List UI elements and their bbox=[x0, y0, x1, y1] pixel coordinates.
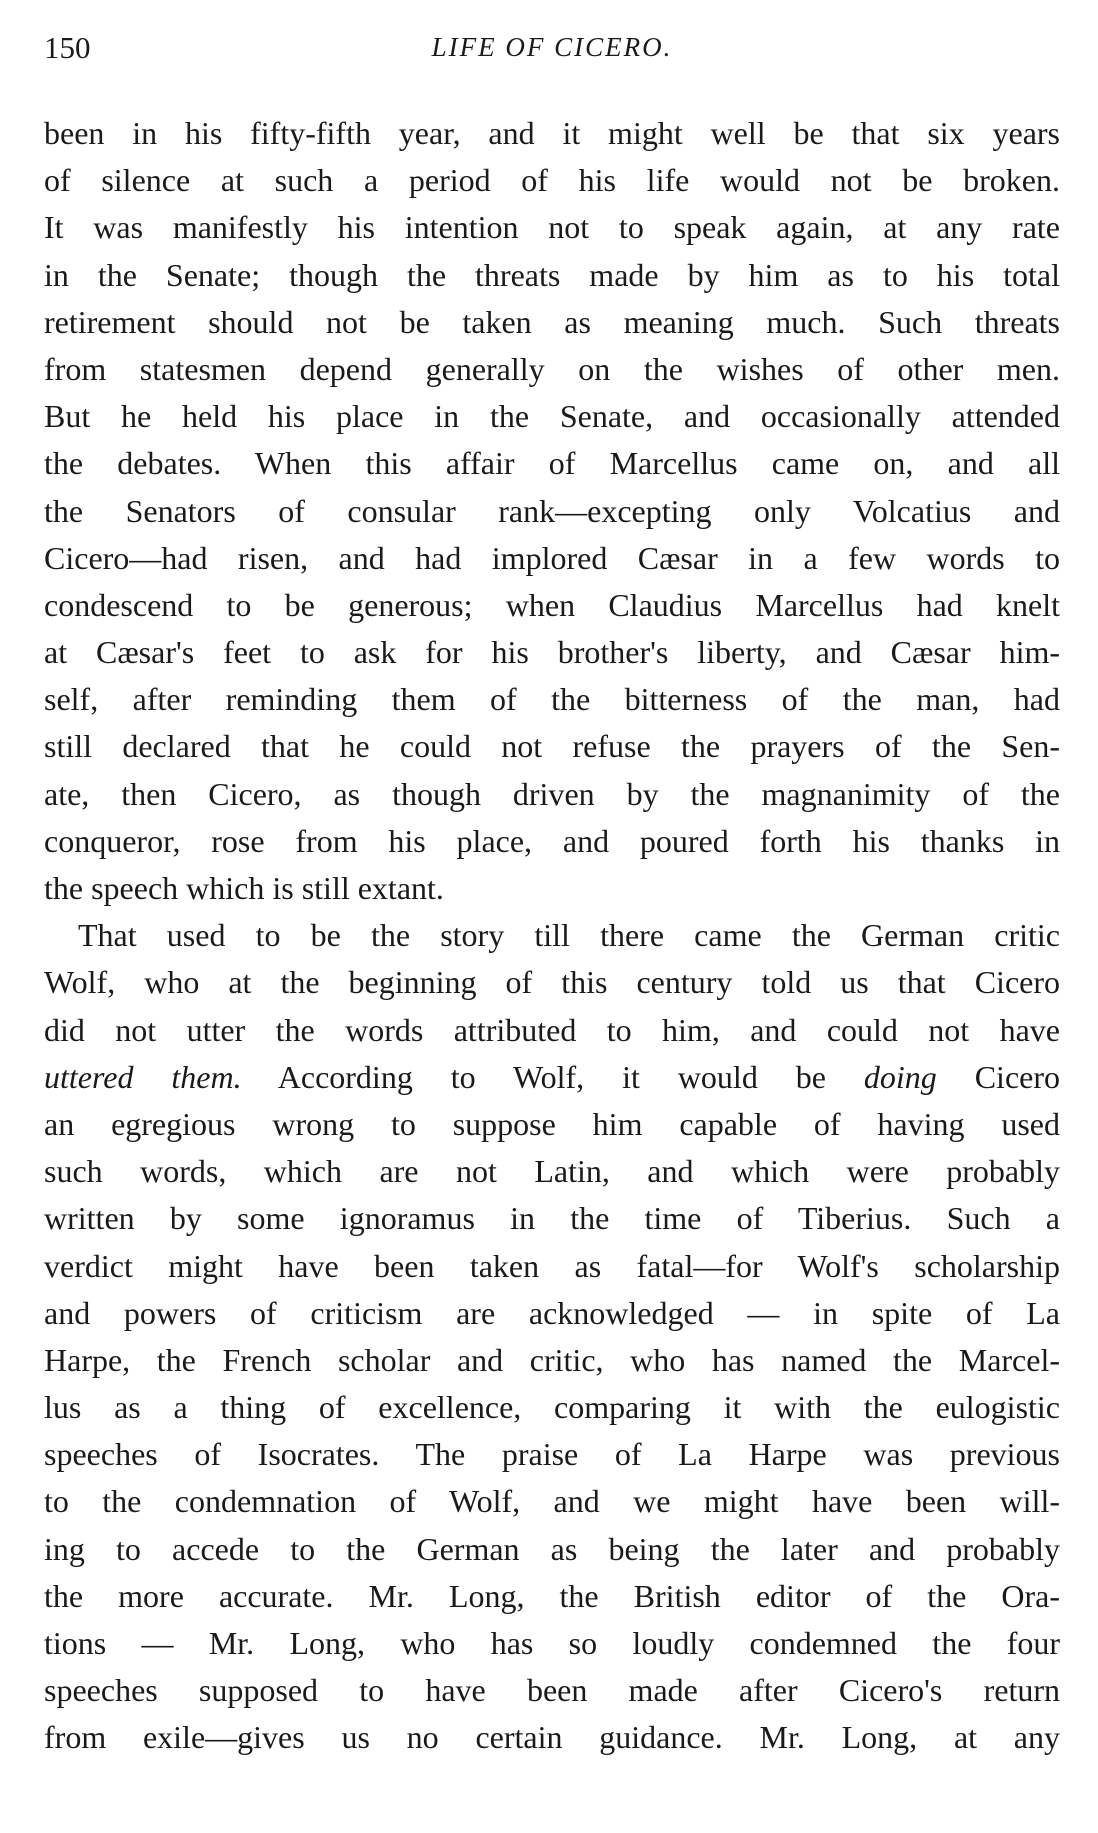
text-segment: uttered them. bbox=[44, 1058, 242, 1095]
page-number: 150 bbox=[44, 30, 91, 65]
text-segment: Wolf, who at the beginning of this century told us that Cicero bbox=[44, 964, 1060, 1001]
text-segment: still declared that he could not refuse the prayers of the Sen- bbox=[44, 728, 1060, 765]
text-line bbox=[44, 488, 1060, 535]
text-segment: to the condemnation of Wolf, and we might have been will- bbox=[44, 1483, 1060, 1520]
text-segment: doing bbox=[863, 1058, 937, 1095]
text-line bbox=[44, 959, 1060, 1006]
text-segment: from statesmen depend generally on the wishes of other men. bbox=[44, 350, 1060, 387]
running-title: LIFE OF CICERO. bbox=[431, 32, 673, 62]
text-segment: speeches of Isocrates. The praise of La Harpe was previous bbox=[44, 1436, 1060, 1473]
text-segment: ing to accede to the German as being the later and probably bbox=[44, 1530, 1060, 1567]
text-segment: been in his fifty-fifth year, and it might well be that six years bbox=[44, 115, 1060, 151]
text-segment: Cicero—had risen, and had implored Cæsar in a few words to bbox=[44, 539, 1060, 576]
text-line bbox=[44, 818, 1060, 865]
text-segment: retirement should not be taken as meaning much. Such threats bbox=[44, 303, 1060, 340]
text-line bbox=[44, 1478, 1060, 1525]
text-line bbox=[44, 676, 1060, 723]
text-segment: the more accurate. Mr. Long, the British editor of the Ora- bbox=[44, 1577, 1060, 1614]
text-line bbox=[44, 771, 1060, 818]
text-segment: at Cæsar's feet to ask for his brother's liberty, and Cæsar him- bbox=[44, 634, 1060, 671]
text-line bbox=[44, 1714, 1060, 1761]
text-line bbox=[44, 110, 1060, 157]
text-line bbox=[44, 252, 1060, 299]
text-line bbox=[44, 535, 1060, 582]
text-segment: did not utter the words attributed to him, and could not have bbox=[44, 1011, 1060, 1048]
text-segment: But he held his place in the Senate, and occasionally attended bbox=[44, 398, 1060, 435]
text-segment: ate, then Cicero, as though driven by the magnanimity of the bbox=[44, 775, 1060, 812]
text-line bbox=[44, 440, 1060, 487]
text-segment: self, after reminding them of the bitterness of the man, had bbox=[44, 681, 1060, 718]
text-line bbox=[44, 157, 1060, 204]
text-segment: the speech which is still extant. bbox=[44, 870, 444, 906]
text-segment: tions — Mr. Long, who has so loudly condemned the four bbox=[44, 1625, 1060, 1661]
text-segment: Harpe, the French scholar and critic, who has named the Marcel- bbox=[44, 1341, 1060, 1378]
text-line bbox=[44, 1243, 1060, 1290]
text-line bbox=[44, 1573, 1060, 1620]
text-line bbox=[44, 1054, 1060, 1101]
text-line bbox=[44, 1290, 1060, 1337]
text-segment: of silence at such a period of his life would not be broken. bbox=[44, 162, 1060, 199]
text-line bbox=[44, 1148, 1060, 1195]
text-line bbox=[44, 1526, 1060, 1573]
page-header bbox=[44, 30, 1060, 74]
text-line bbox=[44, 1431, 1060, 1478]
text-segment: and powers of criticism are acknowledged — in spite of La bbox=[44, 1294, 1060, 1331]
text-line bbox=[44, 204, 1060, 251]
text-line bbox=[44, 393, 1060, 440]
text-line bbox=[44, 629, 1060, 676]
text-segment: It was manifestly his intention not to speak again, at any rate bbox=[44, 209, 1060, 246]
text-line bbox=[44, 912, 1060, 959]
text-segment: written by some ignoramus in the time of Tiberius. Such a bbox=[44, 1200, 1060, 1237]
text-segment: condescend to be generous; when Claudius Marcellus had knelt bbox=[44, 586, 1060, 623]
text-line bbox=[44, 346, 1060, 393]
text-line bbox=[44, 1384, 1060, 1431]
text-line bbox=[44, 1195, 1060, 1242]
text-line bbox=[44, 1101, 1060, 1148]
text-segment: an egregious wrong to suppose him capable of having used bbox=[44, 1105, 1060, 1142]
text-segment: conqueror, rose from his place, and poured forth his thanks in bbox=[44, 822, 1060, 859]
text-segment: According to Wolf, it would be bbox=[241, 1058, 864, 1095]
body-text bbox=[44, 110, 1060, 1762]
text-segment: Cicero bbox=[936, 1058, 1061, 1095]
text-segment: from exile—gives us no certain guidance. Mr. Long, at any bbox=[44, 1719, 1060, 1756]
text-line bbox=[44, 299, 1060, 346]
text-line bbox=[44, 1620, 1060, 1667]
text-segment: That used to be the story till there came the German critic bbox=[78, 917, 1060, 954]
text-line bbox=[44, 723, 1060, 770]
text-line bbox=[44, 1007, 1060, 1054]
text-segment: in the Senate; though the threats made by him as to his total bbox=[44, 256, 1060, 293]
text-segment: lus as a thing of excellence, comparing it with the eulogistic bbox=[44, 1389, 1060, 1426]
text-line bbox=[44, 865, 1060, 912]
text-line bbox=[44, 1337, 1060, 1384]
text-segment: such words, which are not Latin, and which were probably bbox=[44, 1153, 1060, 1190]
text-segment: the Senators of consular rank—excepting only Volcatius and bbox=[44, 492, 1060, 529]
text-line bbox=[44, 1667, 1060, 1714]
text-segment: speeches supposed to have been made after Cicero's return bbox=[44, 1672, 1060, 1709]
text-segment: verdict might have been taken as fatal—for Wolf's scholarship bbox=[44, 1247, 1060, 1284]
text-segment: the debates. When this affair of Marcellus came on, and all bbox=[44, 445, 1060, 482]
text-line bbox=[44, 582, 1060, 629]
